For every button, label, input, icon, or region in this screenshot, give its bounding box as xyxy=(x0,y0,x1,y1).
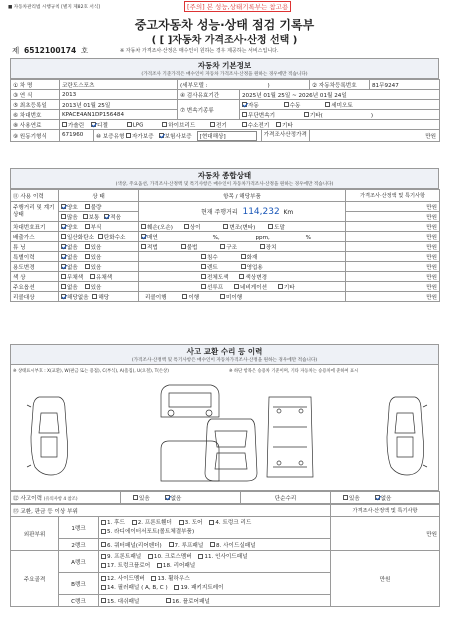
trans-label: ⑦ 변속기종류 xyxy=(178,100,240,120)
special-yes-label: 있음 xyxy=(90,254,102,261)
tuning-device-checkbox[interactable] xyxy=(260,244,265,249)
status-legend-2: ※ 하단 항목은 승용차 기준이며, 기타 자동차는 승용차에 준하여 표시 xyxy=(229,369,359,374)
special-none-label: 없음 xyxy=(67,254,78,261)
recall-state xyxy=(59,292,139,302)
emission-unit-pct2: % xyxy=(305,234,311,241)
usage-yes-checkbox[interactable] xyxy=(85,264,90,269)
tuning-state xyxy=(59,242,139,252)
part-insidepanel-checkbox[interactable] xyxy=(198,554,203,559)
trans-other-label: 기타( xyxy=(309,112,323,119)
tuning-legal-checkbox[interactable] xyxy=(141,244,146,249)
trans-options-row2 xyxy=(240,110,440,120)
options-yes-label: 있음 xyxy=(90,284,102,291)
rankB-items xyxy=(99,573,331,595)
color-change-label: 색상변경 xyxy=(245,274,268,281)
part-floor-checkbox[interactable] xyxy=(166,598,171,603)
usage-yes-label: 있음 xyxy=(90,264,102,271)
overall-title: 자동차 종합상태 xyxy=(197,171,252,180)
doc-no-value: 6512100174 xyxy=(24,46,77,55)
options-other-label: 기타 xyxy=(283,284,295,291)
recall-done-label: 리콜이행 xyxy=(145,294,167,301)
rank2-items xyxy=(99,539,331,551)
vin-label: ⑥ 차대번호 xyxy=(11,110,60,120)
valid-value: 2025년 01월 25일 ~ 2026년 01월 24일 xyxy=(240,90,440,100)
tuning-yes-label: 있음 xyxy=(90,244,102,251)
emission-price: 만원 xyxy=(346,232,440,242)
part-packagetray-checkbox[interactable] xyxy=(174,585,179,590)
model-cell xyxy=(178,80,310,90)
accident-title: 사고 교환 수리 등 이력 xyxy=(186,347,263,356)
mileage-normal-checkbox[interactable] xyxy=(83,214,88,219)
first-reg-label: ⑤ 최초등록일 xyxy=(11,100,60,110)
trans-manual-label: 수동 xyxy=(289,102,301,109)
recall-notdone-checkbox[interactable] xyxy=(220,294,225,299)
fuel-gasoline-checkbox[interactable] xyxy=(62,122,67,127)
special-flood-checkbox[interactable] xyxy=(201,254,206,259)
history-yes-checkbox[interactable] xyxy=(133,495,138,500)
valid-label: ④ 검사유효기간 xyxy=(178,90,240,100)
special-fire-checkbox[interactable] xyxy=(241,254,246,259)
exchange-price-header: 가격조사·산정액 및 특기사항 xyxy=(331,505,440,517)
part-pillar-checkbox[interactable] xyxy=(101,585,106,590)
simple-repair-label: 단순수리 xyxy=(241,492,331,504)
vin-mark-damage-checkbox[interactable] xyxy=(141,224,146,229)
usage-detail xyxy=(139,262,346,272)
tuning-legal-label: 적법 xyxy=(147,244,158,251)
history-yes-label: 있음 xyxy=(139,495,150,502)
tuning-struct-checkbox[interactable] xyxy=(220,244,225,249)
fuel-label: ⑧ 사용연료 xyxy=(11,120,60,130)
usage-biz-checkbox[interactable] xyxy=(241,264,246,269)
part-rearpanel-label: 18. 리어패널 xyxy=(162,563,196,569)
overall-header xyxy=(10,168,439,189)
part-quarter-checkbox[interactable] xyxy=(101,542,106,547)
basic-info-header xyxy=(10,58,439,79)
color-chromatic-label: 유채색 xyxy=(96,274,113,281)
overall-table xyxy=(10,189,440,302)
part-dash-label: 15. 대쉬패널 xyxy=(107,598,140,605)
part-radiator-label: 5. 라디에이터서포트(볼트체결부품) xyxy=(107,529,195,535)
accident-history-table xyxy=(10,491,440,504)
usage-state xyxy=(59,262,139,272)
vin-mark-rust-checkbox[interactable] xyxy=(85,224,90,229)
outer-panel-price: 만원 xyxy=(331,517,440,551)
accident-sub: (가격조사·산정액 및 특기사항은 매수인이 자동차가격조사·산정을 원하는 경우에만 적습니다) xyxy=(131,358,318,363)
engine-value: 671960 xyxy=(60,130,94,141)
car-diagram-svg xyxy=(11,377,440,489)
part-sidemember-label: 12. 사이드멤버 xyxy=(107,576,145,582)
overall-sub: (색상, 주요옵션, 가격조사·산정액 및 특기사항은 매수인이 자동차가격조사·산정을 원하는 경우에만 적습니다) xyxy=(115,182,334,187)
mileage-state-a xyxy=(59,202,139,212)
trans-other-end: ) xyxy=(370,112,373,119)
car-left-side-icon xyxy=(27,397,68,475)
history-no-checkbox[interactable] xyxy=(165,495,170,500)
page-subtitle: ( [ ]자동차 가격조사·산정 선택 ) xyxy=(151,35,298,46)
accident-history-options xyxy=(121,492,241,504)
exchange-table xyxy=(10,504,440,607)
tuning-detail xyxy=(139,242,346,252)
fuel-other-checkbox[interactable] xyxy=(276,122,281,127)
regno-label: ② 자동차등록번호 xyxy=(310,80,370,90)
part-pillar-label: 14. 필러패널 ( A, B, C ) xyxy=(107,585,168,591)
fuel-hydrogen-label: 수소전기 xyxy=(247,122,270,129)
options-state xyxy=(59,282,139,292)
options-none-label: 없음 xyxy=(67,284,78,291)
recall-yes-label: 해당 xyxy=(98,294,110,301)
options-none-checkbox[interactable] xyxy=(61,284,66,289)
part-sidemember-checkbox[interactable] xyxy=(101,576,106,581)
reference-notice: [주의] 본 성능,상태기록부는 참고용 xyxy=(184,1,291,12)
trans-options-row1 xyxy=(240,100,440,110)
emission-detail xyxy=(139,232,346,242)
tuning-illegal-label: 불법 xyxy=(186,244,198,251)
main-frame-price: 만원 xyxy=(331,551,440,607)
recall-done-checkbox[interactable] xyxy=(182,294,187,299)
vin-mark-damage-label: 훼손(오손) xyxy=(147,224,173,231)
vin-mark-paint-label: 도말 xyxy=(274,224,285,231)
vin-mark-alter-checkbox[interactable] xyxy=(223,224,228,229)
recall-none-checkbox[interactable] xyxy=(61,294,66,299)
part-hood-checkbox[interactable] xyxy=(101,520,106,525)
warranty-label: ⑩ 보증유형 xyxy=(96,133,125,140)
part-door-label: 3. 도어 xyxy=(184,520,203,526)
part-radiator-checkbox[interactable] xyxy=(101,529,106,534)
price-col-header: 가격조사·산정액 및 특기사항 xyxy=(346,190,440,202)
warranty-insurer-label: 보험사보증 xyxy=(164,133,192,140)
rank2-label: 2랭크 xyxy=(59,539,99,551)
tuning-struct-label: 구조 xyxy=(226,244,237,251)
detail-col-header: 항목 / 해당부품 xyxy=(139,190,346,202)
fuel-diesel-label: 디젤 xyxy=(97,122,108,129)
color-change-checkbox[interactable] xyxy=(239,274,244,279)
rankB-label: B랭크 xyxy=(59,573,99,595)
color-label: 색 상 xyxy=(11,272,59,282)
part-trunkfloor-checkbox[interactable] xyxy=(101,563,106,568)
warranty-insurer-checkbox[interactable] xyxy=(159,133,164,138)
part-sidesill-checkbox[interactable] xyxy=(210,542,215,547)
mileage-few-label: 적음 xyxy=(110,214,121,221)
vin-mark-detail xyxy=(139,222,346,232)
fuel-hybrid-label: 하이브리드 xyxy=(168,122,196,129)
recall-notdone-label: 미이행 xyxy=(226,294,243,301)
tuning-illegal-checkbox[interactable] xyxy=(181,244,186,249)
car-diagram-area xyxy=(10,365,439,491)
vin-mark-diff-label: 상이 xyxy=(189,224,201,231)
recall-yes-checkbox[interactable] xyxy=(92,294,97,299)
color-detail xyxy=(139,272,346,282)
price-label: 가격조사산정가격 xyxy=(261,130,310,141)
part-quarter-label: 6. 쿼터패널(리어펜더) xyxy=(107,542,162,549)
color-fullpaint-checkbox[interactable] xyxy=(201,274,206,279)
special-price: 만원 xyxy=(346,252,440,262)
options-label: 주요옵션 xyxy=(11,282,59,292)
rankC-label: C랭크 xyxy=(59,595,99,607)
simple-yes-checkbox[interactable] xyxy=(343,495,348,500)
rank1-label: 1랭크 xyxy=(59,517,99,539)
options-sunroof-label: 선루프 xyxy=(207,284,224,291)
part-door-checkbox[interactable] xyxy=(179,520,184,525)
special-none-checkbox[interactable] xyxy=(61,254,66,259)
vin-mark-label: 차대번호표기 xyxy=(11,222,59,232)
part-roof-label: 7. 루프패널 xyxy=(174,542,204,549)
tuning-yes-checkbox[interactable] xyxy=(85,244,90,249)
exchange-label: ⑬ 교환, 판금 등 이상 부위 xyxy=(11,505,331,517)
fuel-other-label: 기타 xyxy=(282,122,293,129)
history-no-label: 없음 xyxy=(170,495,182,502)
fuel-diesel-checkbox[interactable] xyxy=(91,122,96,127)
tuning-none-label: 없음 xyxy=(67,244,78,251)
emission-label: 배출가스 xyxy=(11,232,59,242)
simple-no-label: 없음 xyxy=(380,495,392,502)
price-unit: 만원 xyxy=(425,133,436,140)
special-flood-label: 침수 xyxy=(207,254,218,261)
simple-repair-options xyxy=(331,492,440,504)
usage-rent-checkbox[interactable] xyxy=(201,264,206,269)
part-crossmember-checkbox[interactable] xyxy=(148,554,153,559)
car-top-view-icon xyxy=(205,419,257,481)
trans-manual-checkbox[interactable] xyxy=(284,102,289,107)
fuel-electric-label: 전기 xyxy=(216,122,227,129)
tuning-none-checkbox[interactable] xyxy=(61,244,66,249)
doc-notice: ※ 자동차 가격조사·산정은 매수인이 원하는 경우 제공하는 서비스입니다. xyxy=(120,48,279,54)
model-end: ) xyxy=(267,82,270,89)
model-label: (세부모델 : xyxy=(180,82,208,89)
car-frame-view-icon xyxy=(267,397,313,477)
history-label: ⑫ 사고이력 xyxy=(13,495,42,502)
mileage-state-b xyxy=(59,212,139,222)
fuel-electric-checkbox[interactable] xyxy=(210,122,215,127)
options-detail xyxy=(139,282,346,292)
mileage-value: 114,232 xyxy=(242,206,280,217)
form-reference: ■ 자동차관리법 시행규칙 [별지 제82호 서식] xyxy=(8,5,101,10)
part-crossmember-label: 10. 크로스멤버 xyxy=(153,554,192,560)
emission-smoke-label: 매연 xyxy=(147,234,158,241)
mileage-price-2: 만원 xyxy=(346,212,440,222)
emission-hc-checkbox[interactable] xyxy=(98,234,103,239)
vin-value: KPACE4AN1DP156484 xyxy=(60,110,178,120)
recall-detail xyxy=(139,292,346,302)
fuel-lpg-label: LPG xyxy=(132,122,144,129)
options-yes-checkbox[interactable] xyxy=(85,284,90,289)
mileage-detail xyxy=(139,202,346,222)
tuning-label: 튜 닝 xyxy=(11,242,59,252)
emission-co-label: 일산화탄소 xyxy=(67,234,95,241)
trans-cvt-label: 무단변속기 xyxy=(248,112,276,119)
trans-cvt-checkbox[interactable] xyxy=(242,112,247,117)
fuel-lpg-checkbox[interactable] xyxy=(127,122,132,127)
accident-header xyxy=(10,344,439,365)
emission-smoke-checkbox[interactable] xyxy=(141,234,146,239)
part-hood-label: 1. 후드 xyxy=(107,520,125,526)
simple-no-checkbox[interactable] xyxy=(375,495,380,500)
car-name-value: 코란도스포츠 xyxy=(60,80,178,90)
part-wheelhouse-label: 13. 휠하우스 xyxy=(157,576,190,582)
recall-label: 리콜대상 xyxy=(11,292,59,302)
options-sunroof-checkbox[interactable] xyxy=(201,284,206,289)
part-insidepanel-label: 11. 인사이드패널 xyxy=(204,554,248,560)
part-packagetray-label: 19. 패키지트레이 xyxy=(180,585,224,591)
mileage-normal-label: 보통 xyxy=(88,214,100,221)
fuel-hydrogen-checkbox[interactable] xyxy=(242,122,247,127)
part-roof-checkbox[interactable] xyxy=(169,542,174,547)
mileage-label: 주행거리 및 계기상태 xyxy=(11,202,59,222)
part-trunkfloor-label: 17. 트렁크플로어 xyxy=(107,563,151,569)
mileage-bad-label: 불량 xyxy=(90,204,102,211)
year-value: 2013 xyxy=(60,90,178,100)
doc-no-label: 제 xyxy=(12,46,20,55)
vin-mark-price: 만원 xyxy=(346,222,440,232)
history-note: (유의사항 4 참조) xyxy=(43,496,78,502)
vin-mark-good-label: 양호 xyxy=(67,224,78,231)
trans-auto-label: 자동 xyxy=(248,102,259,109)
emission-unit-pct: %, xyxy=(212,234,220,241)
recall-none-label: 해당없음 xyxy=(67,294,89,301)
special-state xyxy=(59,252,139,262)
vin-mark-diff-checkbox[interactable] xyxy=(184,224,189,229)
usage-biz-label: 영업용 xyxy=(246,264,263,271)
mileage-few-checkbox[interactable] xyxy=(104,214,109,219)
color-achromatic-checkbox[interactable] xyxy=(61,274,66,279)
special-fire-label: 화재 xyxy=(246,254,258,261)
warranty-company: [현대해상] xyxy=(197,131,257,141)
state-col-header: 상 태 xyxy=(59,190,139,202)
color-chromatic-checkbox[interactable] xyxy=(90,274,95,279)
rankA-items xyxy=(99,551,331,573)
vin-mark-good-checkbox[interactable] xyxy=(61,224,66,229)
mileage-good-checkbox[interactable] xyxy=(61,204,66,209)
document-number xyxy=(12,45,88,56)
doc-no-suffix: 호 xyxy=(81,46,89,55)
main-frame-label: 주요골격 xyxy=(11,551,59,607)
part-trunk-label: 4. 트렁크 리드 xyxy=(215,520,252,526)
vin-mark-paint-checkbox[interactable] xyxy=(268,224,273,229)
options-other-checkbox[interactable] xyxy=(278,284,283,289)
trans-semi-checkbox[interactable] xyxy=(325,102,330,107)
color-state xyxy=(59,272,139,282)
part-dash-checkbox[interactable] xyxy=(101,598,106,603)
mileage-good-label: 양호 xyxy=(67,204,78,211)
options-navi-label: 네비게이션 xyxy=(240,284,268,291)
usage-rent-label: 렌트 xyxy=(207,264,218,271)
part-sidesill-label: 8. 사이드실패널 xyxy=(216,542,256,549)
car-name-label: ① 차 명 xyxy=(11,80,60,90)
part-fender-label: 2. 프론트휀더 xyxy=(137,520,172,526)
car-right-side-icon xyxy=(387,397,427,475)
fuel-gasoline-label: 가솔린 xyxy=(68,122,85,129)
trans-other-checkbox[interactable] xyxy=(304,112,309,117)
recall-price: 만원 xyxy=(346,292,440,302)
engine-label: ⑨ 원동기형식 xyxy=(11,130,60,142)
accident-history-label xyxy=(11,492,121,504)
fuel-hybrid-checkbox[interactable] xyxy=(162,122,167,127)
vin-mark-rust-label: 부식 xyxy=(90,224,102,231)
warranty-self-label: 자가보증 xyxy=(132,133,154,140)
part-trunk-checkbox[interactable] xyxy=(209,520,214,525)
recall-done-yes-label: 이행 xyxy=(188,294,200,301)
mileage-many-label: 많음 xyxy=(67,214,78,221)
emission-unit-ppm: ppm, xyxy=(255,234,270,241)
first-reg-value: 2013년 01월 25일 xyxy=(60,100,178,110)
page-title: 중고자동차 성능·상태 점검 기록부 xyxy=(134,18,315,32)
tuning-price: 만원 xyxy=(346,242,440,252)
part-wheelhouse-checkbox[interactable] xyxy=(151,576,156,581)
vin-mark-state xyxy=(59,222,139,232)
options-price: 만원 xyxy=(346,282,440,292)
part-frontpanel-checkbox[interactable] xyxy=(101,554,106,559)
special-label: 특별이력 xyxy=(11,252,59,262)
rankC-items xyxy=(99,595,331,607)
special-yes-checkbox[interactable] xyxy=(85,254,90,259)
trans-auto-checkbox[interactable] xyxy=(242,102,247,107)
color-price: 만원 xyxy=(346,272,440,282)
basic-info-title: 자동차 기본정보 xyxy=(197,61,252,70)
rankA-label: A랭크 xyxy=(59,551,99,573)
warranty-self-checkbox[interactable] xyxy=(126,133,131,138)
emission-state xyxy=(59,232,139,242)
color-fullpaint-label: 전체도색 xyxy=(207,274,229,281)
color-achromatic-label: 무채색 xyxy=(67,274,84,281)
basic-info-table xyxy=(10,79,440,142)
rank1-items xyxy=(99,517,331,539)
mileage-price: 만원 xyxy=(346,202,440,212)
emission-co-checkbox[interactable] xyxy=(61,234,66,239)
tuning-device-label: 장치 xyxy=(265,244,277,251)
vin-mark-alter-label: 변조(변타) xyxy=(229,224,256,231)
options-navi-checkbox[interactable] xyxy=(234,284,239,289)
mileage-bad-checkbox[interactable] xyxy=(85,204,90,209)
mileage-unit: Km xyxy=(283,208,294,216)
part-floor-label: 16. 플로어패널 xyxy=(172,598,210,605)
year-label: ③ 연 식 xyxy=(11,90,60,100)
part-frontpanel-label: 9. 프론트패널 xyxy=(107,554,142,560)
usage-none-checkbox[interactable] xyxy=(61,264,66,269)
usage-label: 용도변경 xyxy=(11,262,59,272)
usage-price: 만원 xyxy=(346,262,440,272)
mileage-text: 현재 주행거리 xyxy=(201,208,238,216)
car-front-view-icon xyxy=(161,385,219,417)
fuel-options xyxy=(60,120,440,130)
part-fender-checkbox[interactable] xyxy=(132,520,137,525)
outer-panel-label: 외판부위 xyxy=(11,517,59,551)
trans-semi-label: 세미오토 xyxy=(331,102,353,109)
mileage-many-checkbox[interactable] xyxy=(61,214,66,219)
status-legend: ※ 상태표시부호 : X(교환), W(판금 또는 용접), C(부식), A(흠집), U(요철), T(손상) xyxy=(13,369,169,374)
emission-hc-label: 탄화수소 xyxy=(103,234,126,241)
regno-value: 81무9247 xyxy=(370,80,440,90)
engine-row xyxy=(60,130,440,142)
part-rearpanel-checkbox[interactable] xyxy=(157,563,162,568)
usage-none-label: 없음 xyxy=(67,264,78,271)
car-rear-view-icon xyxy=(161,441,219,481)
special-detail xyxy=(139,252,346,262)
basic-info-sub: (가격조사 기준가격은 매수인이 자동차 가격조사·산정을 원하는 경우에만 적습니다) xyxy=(141,72,308,77)
use-history-label: ⑪ 사용 이력 xyxy=(11,190,59,202)
simple-yes-label: 있음 xyxy=(349,495,360,502)
